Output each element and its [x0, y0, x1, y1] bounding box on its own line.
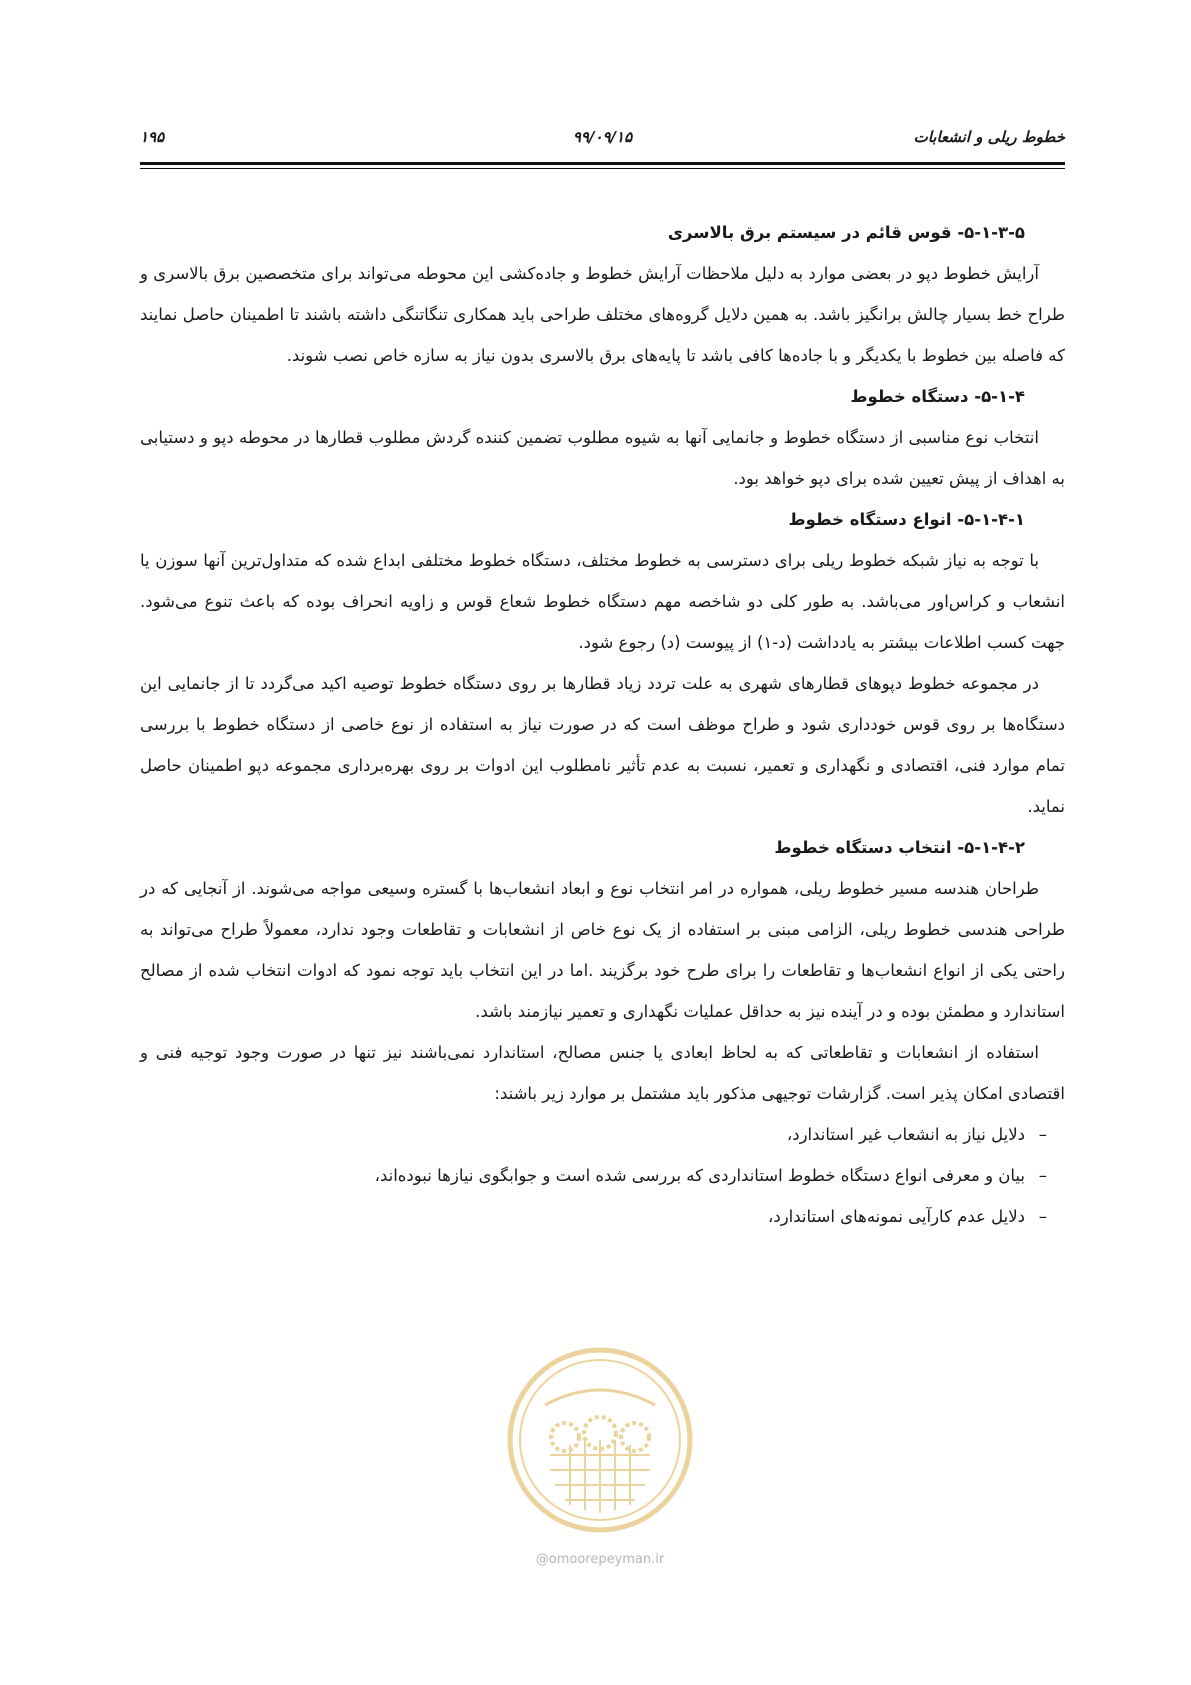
document-body: [140, 212, 1065, 1237]
paragraph: انتخاب نوع مناسبی از دستگاه خطوط و جانمایی آنها به شیوه مطلوب تضمین کننده گردش مطلوب قطارها در محوطه دپو و دستیابی به اهداف از پیش تعیین شده برای دپو خواهد بود.: [140, 428, 1065, 488]
header-rule-thin: [140, 168, 1065, 169]
paragraph: در مجموعه خطوط دپوهای قطارهای شهری به علت تردد زیاد قطارها بر روی دستگاه خطوط توصیه اکید می‌گردد تا از جانمایی این دستگاه‌ها بر روی قوس خودداری شود و طراح موظف است که در صورت نیاز به استفاده از نوع خاصی از دستگاه خطوط با بررسی تمام موارد فنی، اقتصادی و نگهداری و تعمیر، نسبت به عدم تأثیر نامطلوب این ادوات بر روی بهره‌برداری مجموعه دپو اطمینان حاصل نماید.: [140, 674, 1065, 816]
bullet-dash: –: [1038, 1125, 1047, 1144]
list-item-text: بیان و معرفی انواع دستگاه خطوط استانداردی که بررسی شده است و جوابگوی نیازها نبوده‌اند،: [374, 1166, 1025, 1185]
list-item-text: دلایل عدم کارآیی نمونه‌های استاندارد،: [768, 1207, 1025, 1226]
list-item: [140, 1114, 1065, 1155]
paragraph: استفاده از انشعابات و تقاطعاتی که به لحاظ ابعادی یا جنس مصالح، استاندارد نمی‌باشند نیز تنها در صورت وجود توجیه فنی و اقتصادی امکان پذیر است. گزارشات توجیهی مذکور باید مشتمل بر موارد زیر باشند:: [140, 1043, 1065, 1103]
paragraph: آرایش خطوط دپو در بعضی موارد به دلیل ملاحظات آرایش خطوط و جاده‌کشی این محوطه می‌تواند برای متخصصین برق بالاسری و طراح خط بسیار چالش برانگیز باشد. به همین دلایل گروه‌های مختلف طراحی باید همکاری تنگاتنگی داشته باشند تا اطمینان حاصل نمایند که فاصله بین خطوط با یکدیگر و با جاده‌ها کافی باشد تا پایه‌های برق بالاسری بدون نیاز به سازه خاص نصب شوند.: [140, 264, 1065, 365]
header-date: ۹۹/۰۹/۱۵: [572, 128, 633, 146]
list-item: [140, 1155, 1065, 1196]
watermark-logo-icon: [505, 1345, 695, 1535]
bullet-dash: –: [1038, 1207, 1047, 1226]
paragraph: با توجه به نیاز شبکه خطوط ریلی برای دسترسی به خطوط مختلف، دستگاه خطوط مختلفی ابداع شده که متداول‌ترین آنها سوزن یا انشعاب و کراس‌اور می‌باشد. به طور کلی دو شاخصه مهم دستگاه خطوط شعاع قوس و زاویه انحراف بوده که باعث تنوع می‌شود. جهت کسب اطلاعات بیشتر به یادداشت (د-۱) از پیوست (د) رجوع شود.: [140, 551, 1065, 652]
page-number: ۱۹۵: [140, 128, 165, 146]
watermark-site: @omoorepeyman.ir: [535, 1552, 665, 1567]
section-heading-turnouts: ۵-۱-۴- دستگاه خطوط: [850, 387, 1025, 406]
bullet-dash: –: [1038, 1166, 1047, 1185]
page-header: [140, 128, 1065, 152]
section-heading-turnout-selection: ۵-۱-۴-۲- انتخاب دستگاه خطوط: [774, 838, 1025, 857]
section-heading-vertical-curve: ۵-۱-۳-۵- قوس قائم در سیستم برق بالاسری: [667, 223, 1025, 242]
requirements-list: [140, 1114, 1065, 1237]
header-rule-thick: [140, 162, 1065, 165]
list-item: [140, 1196, 1065, 1237]
list-item-text: دلایل نیاز به انشعاب غیر استاندارد،: [786, 1125, 1025, 1144]
paragraph: طراحان هندسه مسیر خطوط ریلی، همواره در امر انتخاب نوع و ابعاد انشعاب‌ها با گستره وسیعی مواجه می‌شوند. از آنجایی که در طراحی هندسی خطوط ریلی، الزامی مبنی بر استفاده از یک نوع خاص از انشعابات و تقاطعات وجود ندارد، معمولاً طراح می‌تواند به راحتی یکی از انواع انشعاب‌ها و تقاطعات را برای طرح خود برگزیند .اما در این انتخاب باید توجه نمود که ادوات انتخاب شده از مصالح استاندارد و مطمئن بوده و در آینده نیز به حداقل عملیات نگهداری و تعمیر نیازمند باشد.: [140, 879, 1065, 1021]
section-heading-turnout-types: ۵-۱-۴-۱- انواع دستگاه خطوط: [788, 510, 1025, 529]
header-title: خطوط ریلی و انشعابات: [913, 128, 1065, 146]
